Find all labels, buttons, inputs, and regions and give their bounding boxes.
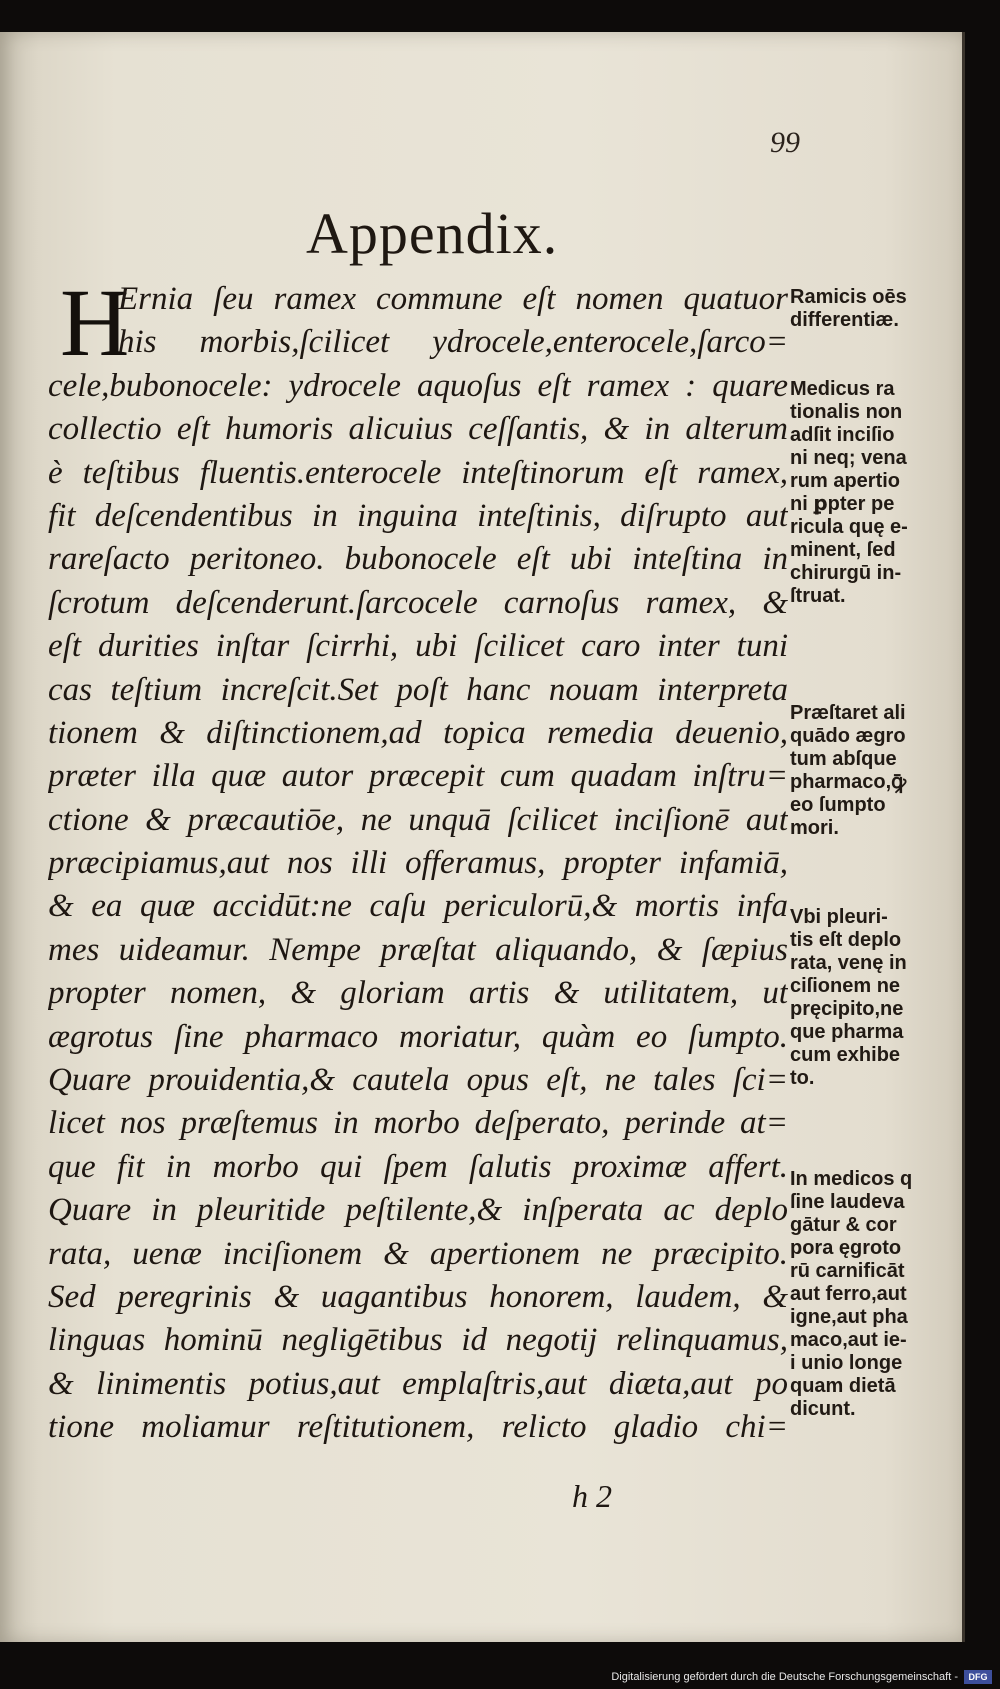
- sidenote: [790, 906, 938, 1090]
- text-line: præter illa quæ autor præcepit cum quadam inſtru=: [48, 758, 788, 795]
- text-line: eſt durities inſtar ſcirrhi, ubi ſcilicet caro inter tuni: [48, 628, 788, 665]
- sidenote-line: mori.: [790, 817, 839, 839]
- drop-cap: H: [60, 269, 130, 376]
- text-line: collectio eſt humoris alicuius ceſſantis, & in alterum: [48, 411, 788, 448]
- text-line: & ea quæ accidūt:ne caſu periculorū,& mortis infa: [48, 888, 788, 925]
- sidenote-line: rata, venę in: [790, 952, 907, 974]
- sidenote-line: quādo ægro: [790, 725, 906, 747]
- sidenote-line: ciſionem ne: [790, 975, 901, 997]
- text-line: rata, uenæ inciſionem & apertionem ne præcipito.: [48, 1235, 788, 1272]
- text-line: tione moliamur reſtitutionem, relicto gladio chi=: [48, 1409, 788, 1446]
- sidenote-line: In medicos q: [790, 1168, 913, 1190]
- text-line: cas teſtium increſcit.Set poſt hanc nouam interpreta: [48, 671, 788, 708]
- sidenote-line: minent, ſed: [790, 539, 896, 561]
- sidenote: [790, 378, 938, 608]
- footer-bar: [0, 1661, 1000, 1689]
- sidenote-line: gātur & cor: [790, 1214, 897, 1236]
- sidenote-line: pharmaco,ꝙ̄: [790, 771, 907, 793]
- text-line: Quare prouidentia,& cautela opus eſt, ne tales ſci=: [48, 1062, 788, 1099]
- sidenote: [790, 1168, 938, 1421]
- sidenote-line: pręcipito,ne: [790, 998, 904, 1020]
- text-line: præcipiamus,aut nos illi offeramus, propter infamiā,: [48, 845, 788, 882]
- page-number: 99: [770, 126, 800, 159]
- sidenote-line: differentiæ.: [790, 309, 899, 331]
- sidenote-line: to.: [790, 1067, 815, 1089]
- sidenote-line: eo ſumpto: [790, 794, 886, 816]
- text-line: propter nomen, & gloriam artis & utilitatem, ut: [48, 975, 788, 1012]
- text-line: fit deſcendentibus in inguina inteſtinis, diſrupto aut: [48, 497, 788, 534]
- text-line: tionem & diſtinctionem,ad topica remedia deuenio,: [48, 714, 788, 751]
- text-line: è teſtibus fluentis.enterocele inteſtinorum eſt ramex,: [48, 454, 788, 491]
- sidenote-line: rum apertio: [790, 470, 901, 492]
- sidenote-line: ni neq; vena: [790, 447, 907, 469]
- sidenote-line: Medicus ra: [790, 378, 895, 400]
- text-line: cele,bubonocele: ydrocele aquoſus eſt ramex : quare: [48, 367, 788, 404]
- sidenote-line: cum exhibe: [790, 1044, 901, 1066]
- text-line: Sed peregrinis & uagantibus honorem, laudem, &: [48, 1278, 788, 1315]
- sidenote-line: tionalis non: [790, 401, 903, 423]
- text-line: mes uideamur. Nempe præſtat aliquando, & ſæpius: [48, 931, 788, 968]
- text-line: Quare in pleuritide peſtilente,& inſperata ac deplo: [48, 1192, 788, 1229]
- page-heading: Appendix.: [306, 201, 559, 266]
- sidenote-line: i unio longe: [790, 1352, 903, 1374]
- sidenote-line: ſtruat.: [790, 585, 846, 607]
- sidenote-line: quam dietā: [790, 1375, 896, 1397]
- text-line: que fit in morbo qui ſpem ſalutis proximæ affert.: [48, 1148, 788, 1185]
- text-line: his morbis,ſcilicet ydrocele,enterocele,ſarco=: [118, 324, 788, 361]
- signature-mark: h 2: [572, 1478, 612, 1514]
- text-line: licet nos præſtemus in morbo deſperato, perinde at=: [48, 1105, 788, 1142]
- sidenote-line: dicunt.: [790, 1398, 856, 1420]
- sidenote-line: rū carnificāt: [790, 1260, 905, 1282]
- sidenote-line: Præſtaret ali: [790, 702, 906, 724]
- text-line: & linimentis potius,aut emplaſtris,aut diæta,aut po: [48, 1365, 788, 1402]
- text-line: ſcrotum deſcenderunt.ſarcocele carnoſus ramex, &: [48, 584, 788, 621]
- sidenote-line: ni ꝑpter pe: [790, 493, 895, 515]
- text-line: rareſacto peritoneo. bubonocele eſt ubi inteſtina in: [48, 541, 788, 578]
- sidenote-line: Vbi pleuri-: [790, 906, 888, 928]
- sidenote-line: adſit inciſio: [790, 424, 895, 446]
- sidenote-line: igne,aut pha: [790, 1306, 908, 1328]
- text-line: ægrotus ſine pharmaco moriatur, quàm eo ſumpto.: [48, 1018, 788, 1055]
- text-line: ctione & præcautiōe, ne unquā ſcilicet inciſionē aut: [48, 801, 788, 838]
- main-text-block: [48, 269, 788, 1450]
- sidenote-line: aut ferro,aut: [790, 1283, 907, 1305]
- text-line: Ernia ſeu ramex commune eſt nomen quatuor: [118, 281, 788, 317]
- sidenote-line: tum abſque: [790, 748, 897, 770]
- sidenote: [790, 702, 938, 840]
- sidenote-line: chirurgū in-: [790, 562, 902, 584]
- sidenote: [790, 286, 938, 332]
- text-line: linguas hominū negligētibus id negotij relinquamus,: [48, 1322, 788, 1359]
- footer-credit: Digitalisierung gefördert durch die Deutsche Forschungsgemeinschaft -: [611, 1671, 958, 1683]
- sidenote-line: maco,aut ie-: [790, 1329, 907, 1351]
- sidenote-line: que pharma: [790, 1021, 904, 1043]
- sidenote-line: ſine laudeva: [790, 1191, 905, 1213]
- sidenote-line: Ramicis oēs: [790, 286, 907, 308]
- sidenote-line: ricula quę e-: [790, 516, 908, 538]
- sidenote-line: tis eſt deplo: [790, 929, 902, 951]
- book-page: [0, 32, 965, 1642]
- dfg-logo-icon: DFG: [964, 1670, 992, 1684]
- sidenote-line: pora ęgroto: [790, 1237, 902, 1259]
